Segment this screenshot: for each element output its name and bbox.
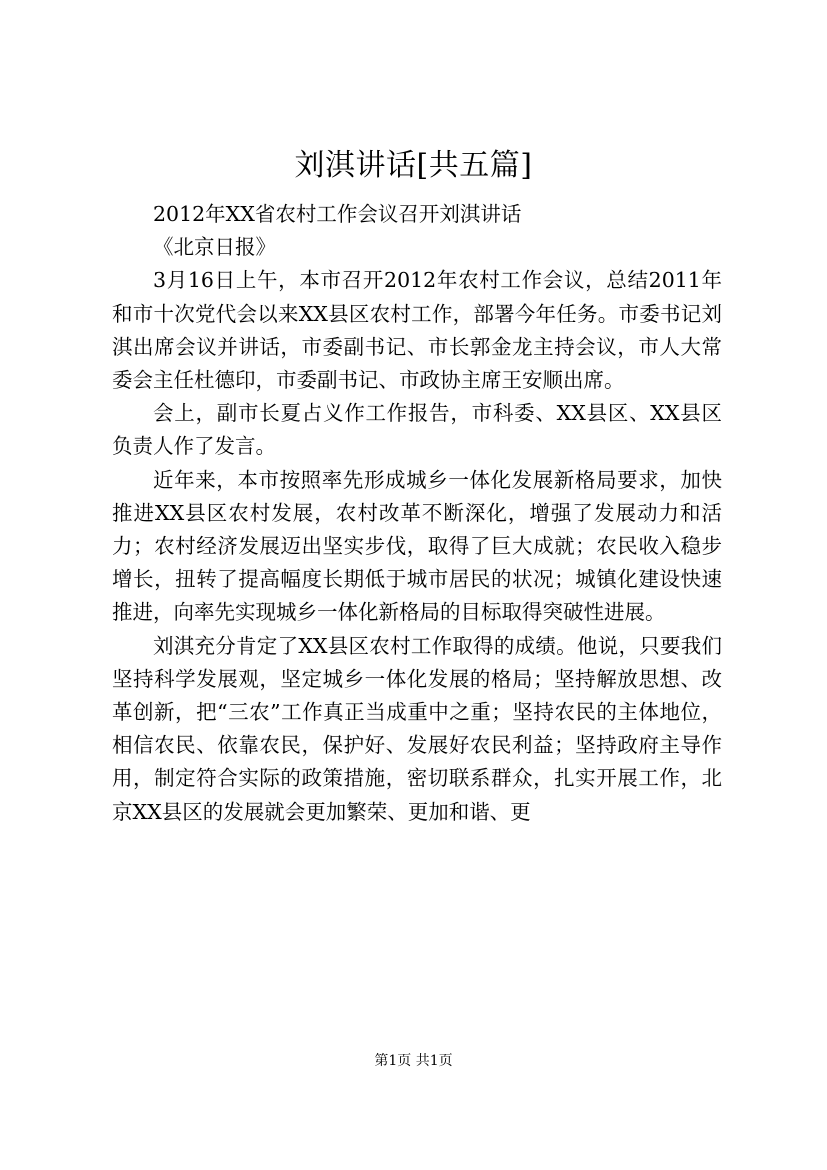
document-title: 刘淇讲话[共五篇]: [294, 148, 533, 183]
paragraph: 3月16日上午，本市召开2012年农村工作会议，总结2011年和市十次党代会以来XX县区农村工作，部署今年任务。市委书记刘淇出席会议并讲话，市委副书记、市长郭金龙主持会议，市人大常委会主任杜德印，市委副书记、市政协主席王安顺出席。: [112, 268, 722, 393]
page-number-footer: 第1页 共1页: [374, 1053, 453, 1069]
paragraph-source: 《北京日报》: [153, 235, 276, 260]
paragraph: 近年来，本市按照率先形成城乡一体化发展新格局要求，加快推进XX县区农村发展，农村改革不断深化，增强了发展动力和活力；农村经济发展迈出坚实步伐，取得了巨大成就；农民收入稳步增长，扭转了提高幅度长期低于城市居民的状况；城镇化建设快速推进，向率先实现城乡一体化新格局的目标取得突破性进展。: [112, 467, 722, 625]
paragraph-heading: 2012年XX省农村工作会议召开刘淇讲话: [153, 202, 522, 226]
paragraph: 刘淇充分肯定了XX县区农村工作取得的成绩。他说，只要我们坚持科学发展观，坚定城乡一体化发展的格局；坚持解放思想、改革创新，把“三农”工作真正当成重中之重；坚持农民的主体地位，相信农民、依靠农民，保护好、发展好农民利益；坚持政府主导作用，制定符合实际的政策措施，密切联系群众，扎实开展工作，北京XX县区的发展就会更加繁荣、更加和谐、更: [112, 633, 722, 824]
paragraph: 会上，副市长夏占义作工作报告，市科委、XX县区、XX县区负责人作了发言。: [112, 401, 722, 459]
document-body: [112, 198, 722, 829]
